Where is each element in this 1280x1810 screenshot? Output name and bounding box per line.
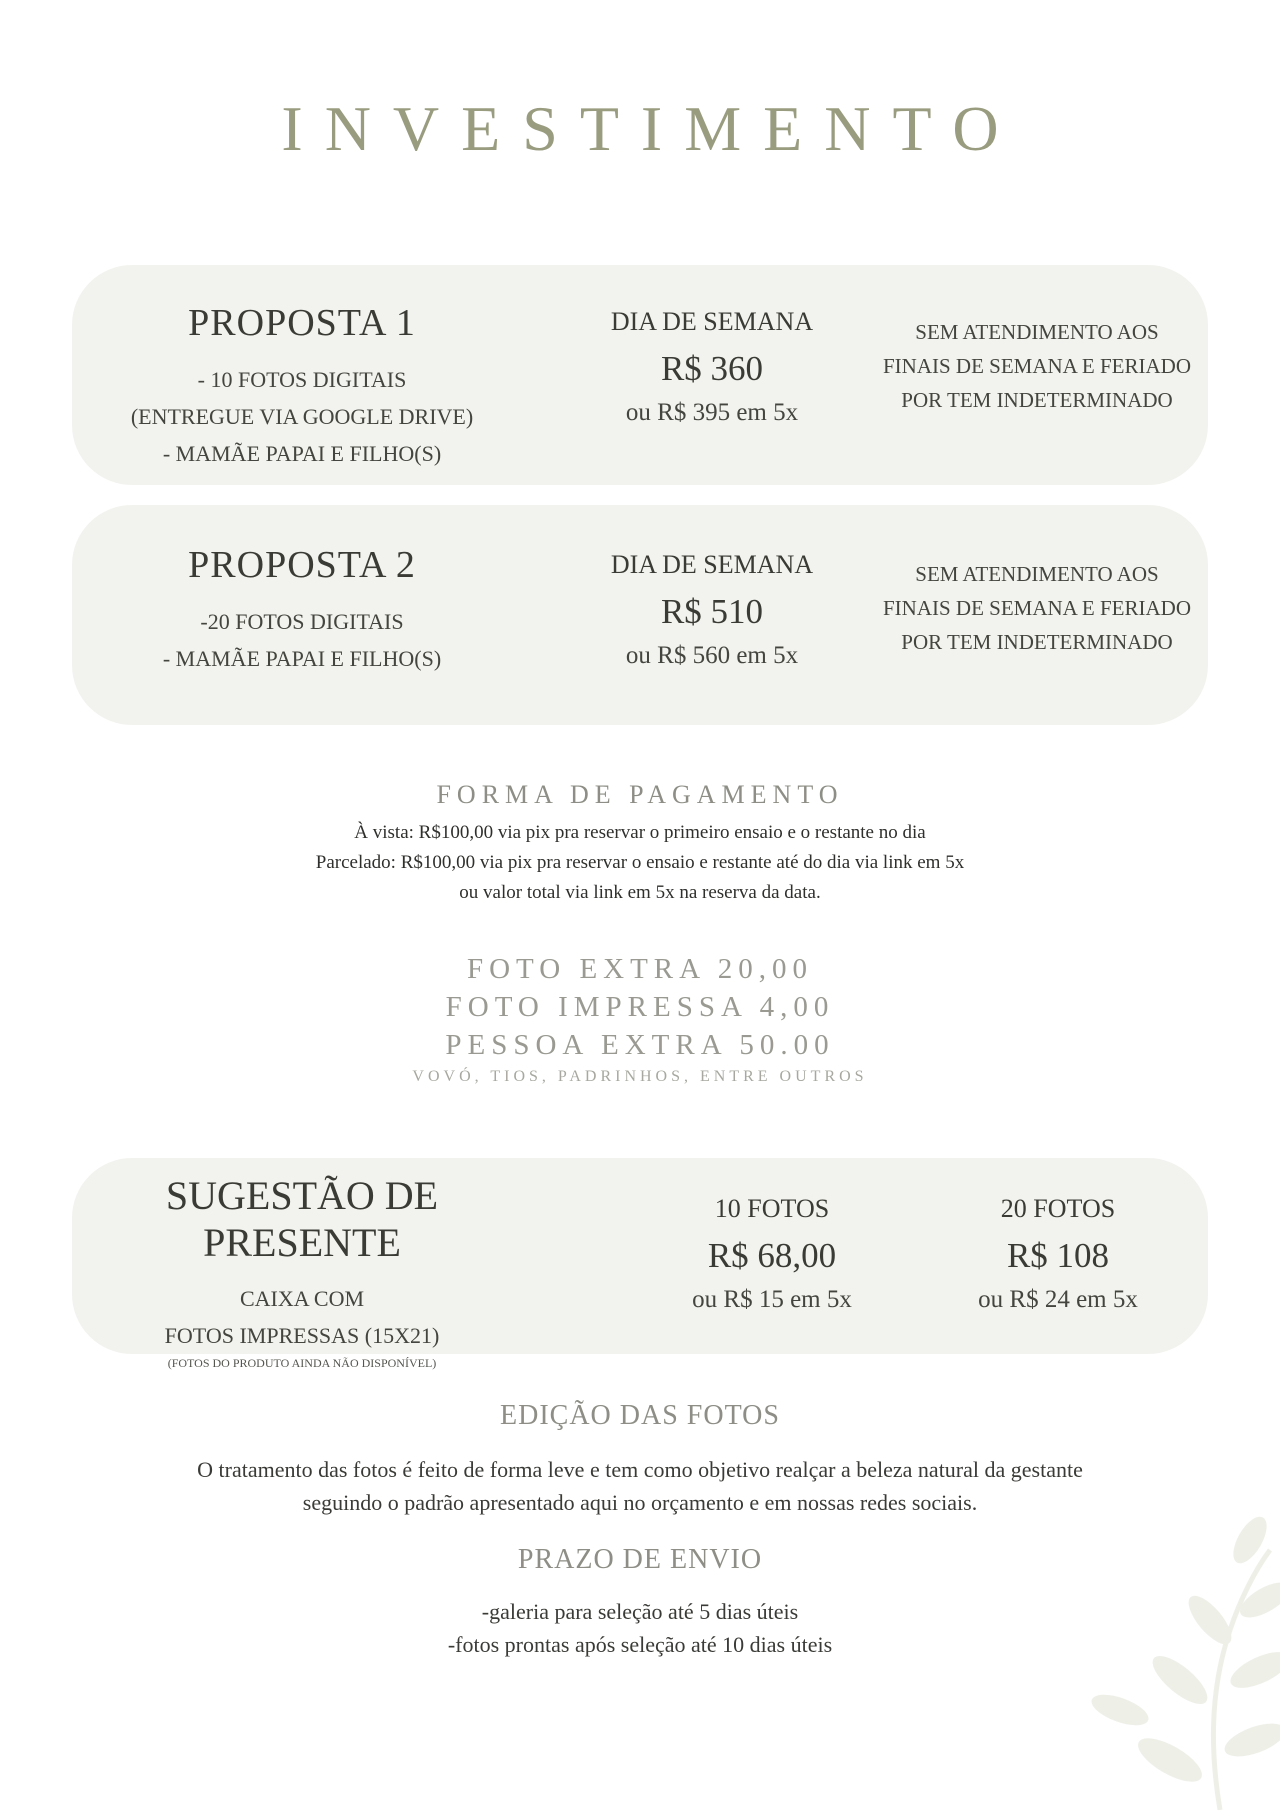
extras-list	[0, 950, 1280, 1086]
payment-heading: FORMA DE PAGAMENTO	[436, 780, 844, 809]
delivery-line: -galeria para seleção até 5 dias úteis	[481, 1599, 799, 1624]
editing-line: seguindo o padrão apresentado aqui no orçamento e em nossas redes sociais.	[302, 1490, 978, 1515]
proposal-1-detail: - 10 FOTOS DIGITAIS	[197, 367, 407, 392]
proposal-2-note-line: POR TEM INDETERMINADO	[901, 630, 1173, 654]
delivery-line: -fotos prontas após seleção até 10 dias úteis	[447, 1632, 833, 1657]
gift-option-price: R$ 108	[1006, 1236, 1110, 1275]
proposal-2-pricing	[552, 550, 872, 670]
delivery-heading: PRAZO DE ENVIO	[517, 1544, 763, 1575]
payment-text	[0, 818, 1280, 908]
proposal-1-price: R$ 360	[660, 349, 764, 388]
extra-item: FOTO EXTRA 20,00	[466, 953, 813, 985]
proposal-1-note-line: SEM ATENDIMENTO AOS	[915, 320, 1159, 344]
proposal-2-note-line: SEM ATENDIMENTO AOS	[915, 562, 1159, 586]
gift-detail: CAIXA COM	[239, 1286, 365, 1311]
gift-option-10	[612, 1194, 932, 1314]
gift-info	[92, 1172, 512, 1371]
proposal-1-installments: ou R$ 395 em 5x	[625, 399, 799, 426]
proposal-card-1	[72, 265, 1208, 485]
proposal-2-info	[112, 543, 492, 677]
proposal-2-title: PROPOSTA 2	[188, 544, 416, 586]
proposal-2-detail: -20 FOTOS DIGITAIS	[200, 609, 404, 634]
gift-option-installments: ou R$ 15 em 5x	[692, 1286, 852, 1313]
proposal-2-installments: ou R$ 560 em 5x	[625, 642, 799, 669]
proposal-card-2	[72, 505, 1208, 725]
gift-option-label: 20 FOTOS	[1000, 1194, 1116, 1223]
gift-option-label: 10 FOTOS	[714, 1194, 830, 1223]
extra-item: PESSOA EXTRA 50.00	[445, 1029, 835, 1061]
gift-option-20	[898, 1194, 1218, 1314]
editing-heading: EDIÇÃO DAS FOTOS	[500, 1400, 780, 1431]
payment-line: Parcelado: R$100,00 via pix pra reservar o ensaio e restante até do dia via link em 5x	[315, 852, 965, 873]
proposal-1-day-label: DIA DE SEMANA	[610, 307, 814, 336]
page-title: INVESTIMENTO	[281, 93, 1021, 164]
proposal-1-pricing	[552, 307, 872, 427]
payment-line: À vista: R$100,00 via pix pra reservar o primeiro ensaio e o restante no dia	[354, 822, 926, 843]
gift-option-installments: ou R$ 24 em 5x	[978, 1286, 1138, 1313]
proposal-1-info	[112, 301, 492, 472]
gift-card	[72, 1158, 1208, 1370]
gift-fine-print: (FOTOS DO PRODUTO AINDA NÃO DISPONÍVEL)	[167, 1356, 437, 1370]
proposal-2-note	[882, 557, 1192, 659]
proposal-2-detail: - MAMÃE PAPAI E FILHO(S)	[162, 646, 442, 671]
gift-detail: FOTOS IMPRESSAS (15X21)	[164, 1323, 440, 1348]
proposal-1-note	[882, 315, 1192, 417]
payment-line: ou valor total via link em 5x na reserva da data.	[459, 882, 821, 903]
proposal-2-price: R$ 510	[660, 592, 764, 631]
leaf-decoration-icon	[1060, 1510, 1280, 1810]
proposal-1-detail: - MAMÃE PAPAI E FILHO(S)	[162, 441, 442, 466]
extra-item: FOTO IMPRESSA 4,00	[445, 991, 835, 1023]
proposal-2-note-line: FINAIS DE SEMANA E FERIADO	[882, 596, 1192, 620]
proposal-1-title: PROPOSTA 1	[188, 302, 416, 344]
gift-title: SUGESTÃO DE PRESENTE	[165, 1173, 439, 1265]
proposal-1-detail: (ENTREGUE VIA GOOGLE DRIVE)	[130, 404, 474, 429]
proposal-2-day-label: DIA DE SEMANA	[610, 550, 814, 579]
proposal-1-note-line: FINAIS DE SEMANA E FERIADO	[882, 354, 1192, 378]
editing-line: O tratamento das fotos é feito de forma leve e tem como objetivo realçar a beleza natural da gestante	[197, 1457, 1083, 1482]
proposal-1-note-line: POR TEM INDETERMINADO	[901, 388, 1173, 412]
extra-note: VOVÓ, TIOS, PADRINHOS, ENTRE OUTROS	[412, 1068, 868, 1085]
gift-option-price: R$ 68,00	[707, 1236, 837, 1275]
